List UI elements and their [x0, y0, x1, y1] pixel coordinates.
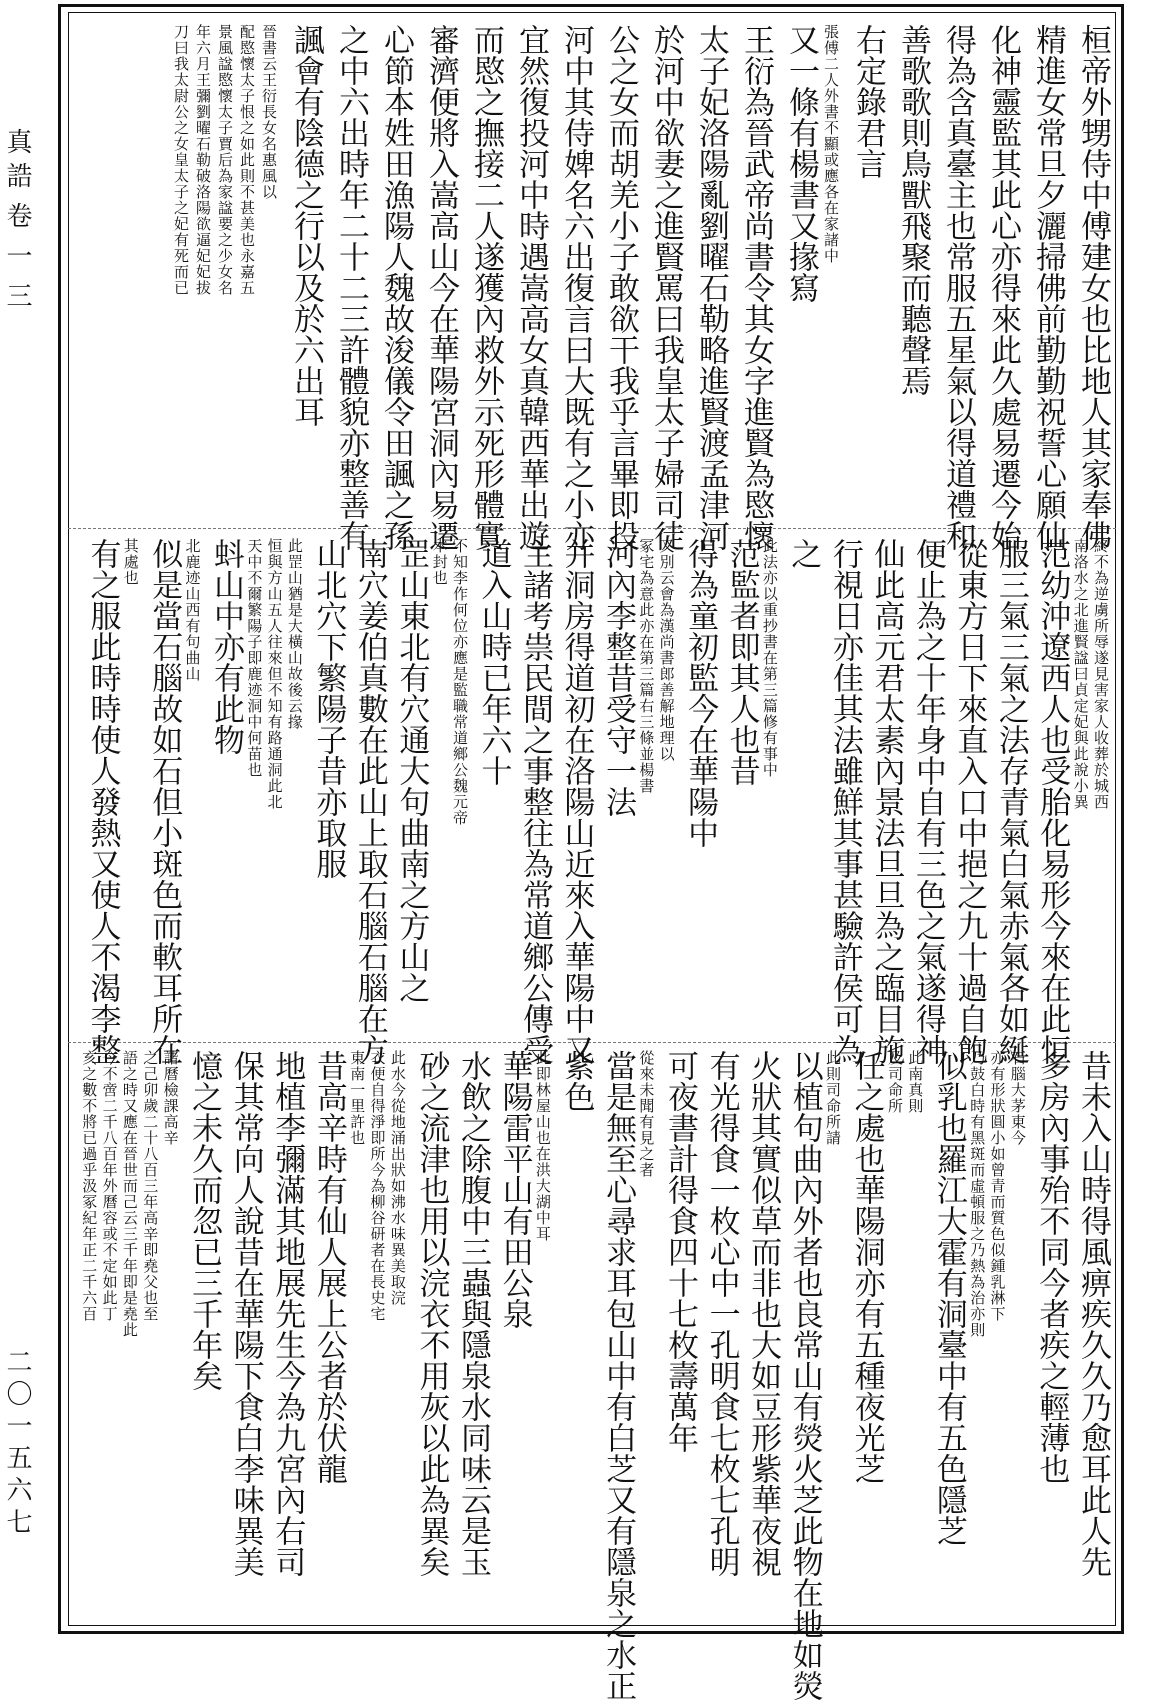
text-band-middle: [76, 538, 1110, 1065]
text-column: 保其常向人說昔在華陽下食白李味異美: [227, 1050, 264, 1577]
annotation-column: 天中不爾繁陽子即鹿迹洞中何苗也: [245, 538, 264, 778]
text-band-top: [76, 24, 1111, 551]
text-column: 桓帝外甥侍中傅建女也比地人其家奉佛: [1075, 24, 1111, 551]
text-column: 當是無至心尋求耳包山中有白芝又有隱泉之水正: [600, 1050, 637, 1701]
annotation-column: 不知李作何位亦應是監職常道鄉公魏元帝: [451, 538, 470, 826]
text-column: 服三氣三氣之法存青氣白氣赤氣各如綖: [992, 538, 1029, 1065]
text-column: 精進女常旦夕灑掃佛前勤勤祝誓心願仙: [1030, 24, 1066, 551]
text-column: 有光得食一枚心中一孔明食七枚七孔明: [703, 1050, 740, 1577]
annotation-column: 亥之數不將已過乎汲冢紀年正二千六百: [80, 1050, 99, 1322]
text-column: 多房內事殆不同今者疾之輕薄也: [1033, 1050, 1070, 1484]
text-column: 道入山時已年六十: [475, 538, 512, 786]
annotation-column: 及司命所: [885, 1050, 904, 1114]
text-column: 宜然復投河中時遇嵩高女真韓西華出遊: [513, 24, 549, 551]
text-column: 諷會有陰德之行以及於六出耳: [288, 24, 324, 427]
text-column: 憶之未久而忽已三千年矣: [186, 1050, 223, 1391]
annotation-column: 亦有形狀圓小如曾青而質色似鍾乳淋下: [988, 1050, 1007, 1322]
text-column: 蚪山中亦有此物: [208, 538, 245, 755]
annotation-column: 此水今從地涌出狀如沸水味異美取浣: [388, 1050, 407, 1306]
text-column: 公之女而胡羌小子敢欲干我乎言畢即投: [603, 24, 639, 551]
text-column: 似是當石腦故如石但小斑色而軟耳所在: [146, 538, 183, 1065]
annotation-column: 語之時又應在晉世而己云三千年即是堯此: [120, 1050, 139, 1338]
text-column: 南穴姜伯真數在此山上取石腦石腦在方: [351, 538, 388, 1065]
text-column: 主諸考祟民間之事整往為常道鄉公傳受: [517, 538, 554, 1065]
text-column: 化神靈監其此心亦得來此久處易遷今始: [985, 24, 1021, 551]
text-column: 可夜書計得食四十七枚壽萬年: [661, 1050, 698, 1453]
annotation-column: 東南一里許也: [348, 1050, 367, 1146]
annotation-column: 恒與方山五人往來但不知有路通洞此北: [265, 538, 284, 810]
text-column: 便止為之十年身中自有三色之氣遂得神: [909, 538, 946, 1065]
annotation-column: 諸曆檢課高辛: [161, 1050, 180, 1146]
text-column: 河內李整昔受守一法: [600, 538, 637, 817]
text-column: 紫色: [558, 1050, 595, 1112]
annotation-column: 冢宅為意此亦在第三篇右三條並楊書: [637, 538, 656, 794]
text-column: 心節本姓田漁陽人魏故浚儀令田諷之孫: [378, 24, 414, 551]
text-column: 范幼沖遼西人也受胎化易形今來在此恒: [1034, 538, 1071, 1065]
volume-label: 卷一三: [2, 202, 32, 322]
annotation-column: 此即林屋山也在洪大湖中耳: [533, 1050, 552, 1242]
text-column: 并洞房得道初在洛陽山近來入華陽中又: [558, 538, 595, 1065]
text-column: 水飲之除腹中三蟲與隱泉水同味云是玉: [455, 1050, 492, 1577]
annotation-column: 之己卯歲二十八百三年高辛即堯父也至: [141, 1050, 160, 1322]
annotation-column: 終不為逆虜所辱遂見害家人收葬於城西: [1092, 538, 1110, 810]
annotation-column: 此則司命所請: [824, 1050, 843, 1146]
annotation-column: 南洛水之北進賢諡曰貞定妃與此說小異: [1071, 538, 1090, 810]
annotation-column: 今不啻二千八百年外曆容或不定如此丁: [100, 1050, 119, 1322]
annotation-column: 配愍懷太子恨之如此則不甚美也永嘉五: [238, 24, 256, 296]
text-column: 王衍為晉武帝尚書令其女字進賢為愍懷: [738, 24, 774, 551]
text-column: 有之服此時時使人發熱又使人不渴李整: [84, 538, 121, 1065]
annotation-column: 北鹿迹山西有句曲山: [183, 538, 202, 682]
text-column: 而愍之撫接二人遂獲內救外示死形體實: [468, 24, 504, 551]
annotation-column: 晉書云王衍長女名惠風以: [260, 24, 278, 200]
text-column: 太子妃洛陽亂劉曜石勒略進賢渡孟津河: [693, 24, 729, 551]
book-title: 真誥: [2, 128, 32, 196]
text-column: 以植句曲內外者也良常山有熒火芝此物在地如熒: [786, 1050, 823, 1701]
text-column: 得為童初監今在華陽中: [682, 538, 719, 848]
annotation-column: 又別云會為漢尚書郎善解地理以: [657, 538, 676, 762]
text-column: 從東方日下來直入口中挹之九十過自飽: [951, 538, 988, 1065]
annotation-column: 刀曰我太尉公之女皇太子之妃有死而已: [172, 24, 190, 296]
annotation-column: 年六月王彌劉曜石勒破洛陽欲逼妃妃拔: [194, 24, 212, 296]
text-column: 善歌歌則鳥獸飛聚而聽聲焉: [895, 24, 931, 396]
annotation-column: 張傅二人外書不顯或應各在家諸中: [822, 24, 840, 264]
annotation-column: 從來未聞有見之者: [637, 1050, 656, 1178]
text-column: 火狀其實似草而非也大如豆形紫華夜視: [745, 1050, 782, 1577]
annotation-column: 乃鼓白時有黑斑而虛頓服之乃熱為治亦則: [968, 1050, 987, 1338]
annotation-column: 本封也: [430, 538, 449, 586]
text-column: 砂之流津也用以浣衣不用灰以此為異矣: [413, 1050, 450, 1577]
text-column: 行視日亦佳其法雖鮮其事甚驗許侯可為: [826, 538, 863, 1065]
text-band-bottom: [76, 1050, 1111, 1701]
annotation-column: 此罡山猶是大橫山故後云掾: [285, 538, 304, 730]
annotation-column: 衣便自得淨即所今為柳谷研者在長史宅: [368, 1050, 387, 1322]
text-column: 范監者即其人也昔: [723, 538, 760, 786]
text-column: 昔未入山時得風痹疾久久乃愈耳此人先: [1075, 1050, 1111, 1577]
text-column: 地植李彌滿其地展先生今為九宮內右司: [269, 1050, 306, 1577]
text-column: 之: [785, 538, 822, 569]
annotation-column: 其處也: [121, 538, 140, 586]
text-column: 昔高辛時有仙人展上公者於伏龍: [310, 1050, 347, 1484]
text-column: 任之處也華陽洞亦有五種夜光芝: [848, 1050, 885, 1484]
text-column: 似乳也羅江大霍有洞臺中有五色隱芝: [930, 1050, 967, 1546]
text-column: 得為含真臺主也常服五星氣以得道禮和: [940, 24, 976, 551]
text-column: 之中六出時年二十二三許體貌亦整善有: [333, 24, 369, 551]
annotation-column: 此南真則: [906, 1050, 925, 1114]
text-column: 又一條有楊書又掾寫: [783, 24, 819, 303]
text-column: 山北穴下繁陽子昔亦取服: [310, 538, 347, 879]
text-column: 仙此高元君太素內景法旦旦為之臨目施: [868, 538, 905, 1065]
page-number: 二〇一五六七: [2, 1348, 32, 1540]
text-column: 罡山東北有穴通大句曲南之方山之: [393, 538, 430, 1003]
annotation-column: 景風諡愍懷太子賈后為家諡要之少女名: [216, 24, 234, 296]
text-column: 於河中欲妻之進賢罵曰我皇太子婦司徒: [648, 24, 684, 551]
annotation-column: 石腦大茅東今: [1008, 1050, 1027, 1146]
text-column: 華陽雷平山有田公泉: [496, 1050, 533, 1329]
annotation-column: 此法亦以重抄書在第三篇修有事中: [760, 538, 779, 778]
text-column: 河中其侍婢名六出復言曰大既有之小亦: [558, 24, 594, 551]
text-column: 右定錄君言: [850, 24, 886, 179]
text-column: 審濟便將入嵩高山今在華陽宮洞內易遷: [423, 24, 459, 551]
